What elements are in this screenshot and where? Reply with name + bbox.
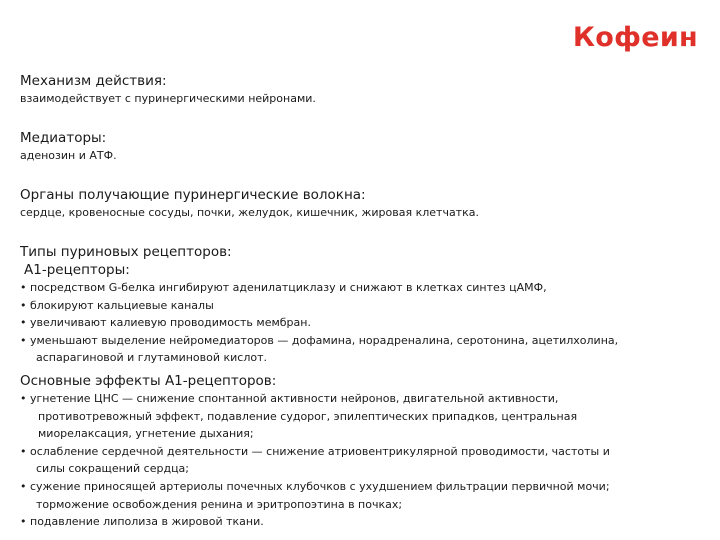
bullet-line: посредством G-белка ингибируют аденилатциклазу и снижают в клетках синтез цАМФ, bbox=[30, 281, 547, 294]
bullet-line: ослабление сердечной деятельности — снижение атриовентрикулярной проводимости, частоты и bbox=[30, 444, 610, 458]
receptors-heading: Типы пуриновых рецепторов: bbox=[20, 244, 232, 260]
bullet-line: блокируют кальциевые каналы bbox=[30, 298, 214, 312]
bullet-item bbox=[20, 390, 700, 443]
bullet-item bbox=[20, 332, 700, 367]
slide-title: Кофеин bbox=[572, 22, 698, 53]
bullet-marker: • bbox=[20, 479, 27, 493]
bullet-item bbox=[20, 513, 700, 531]
a1-receptors-subheading: А1-рецепторы: bbox=[24, 262, 130, 278]
bullet-line: торможение освобождения ренина и эритропоэтина в почках; bbox=[36, 497, 403, 511]
bullet-marker: • bbox=[20, 316, 27, 330]
mediators-text: аденозин и АТФ. bbox=[20, 149, 117, 162]
slide-content bbox=[20, 72, 700, 531]
mechanism-text: взаимодействует с пуринергическими нейронами. bbox=[20, 92, 316, 105]
bullet-item bbox=[20, 279, 700, 297]
mediators-heading: Медиаторы: bbox=[20, 130, 107, 146]
bullet-item bbox=[20, 443, 700, 478]
bullet-line: увеличивают калиевую проводимость мембран. bbox=[30, 316, 311, 330]
bullet-item bbox=[20, 478, 700, 513]
bullet-line: миорелаксация, угнетение дыхания; bbox=[38, 427, 254, 441]
organs-heading: Органы получающие пуринергические волокна: bbox=[20, 187, 366, 203]
bullet-item bbox=[20, 314, 700, 332]
bullet-line: подавление липолиза в жировой ткани. bbox=[30, 515, 264, 529]
effects-list bbox=[20, 390, 700, 531]
bullet-marker: • bbox=[20, 444, 27, 458]
effects-heading: Основные эффекты А1-рецепторов: bbox=[20, 372, 277, 389]
bullet-line: угнетение ЦНС — снижение спонтанной активности нейронов, двигательной активности, bbox=[30, 391, 559, 405]
bullet-line: противотревожный эффект, подавление судорог, эпилептических припадков, центральная bbox=[38, 409, 578, 423]
bullet-marker: • bbox=[20, 298, 27, 312]
bullet-item bbox=[20, 297, 700, 315]
bullet-marker: • bbox=[20, 333, 27, 347]
bullet-line: силы сокращений сердца; bbox=[36, 462, 190, 476]
bullet-line: аспарагиновой и глутаминовой кислот. bbox=[36, 351, 267, 365]
mechanism-heading: Механизм действия: bbox=[20, 73, 167, 89]
bullet-line: сужение приносящей артериолы почечных клубочков с ухудшением фильтрации первичной мочи; bbox=[30, 479, 610, 493]
bullet-marker: • bbox=[20, 391, 27, 405]
bullet-marker: • bbox=[20, 281, 27, 294]
bullet-line: уменьшают выделение нейромедиаторов — дофамина, норадреналина, серотонина, ацетилхолина, bbox=[30, 333, 619, 347]
receptor-list bbox=[20, 279, 700, 367]
bullet-marker: • bbox=[20, 515, 27, 529]
organs-text: сердце, кровеносные сосуды, почки, желудок, кишечник, жировая клетчатка. bbox=[20, 206, 479, 219]
